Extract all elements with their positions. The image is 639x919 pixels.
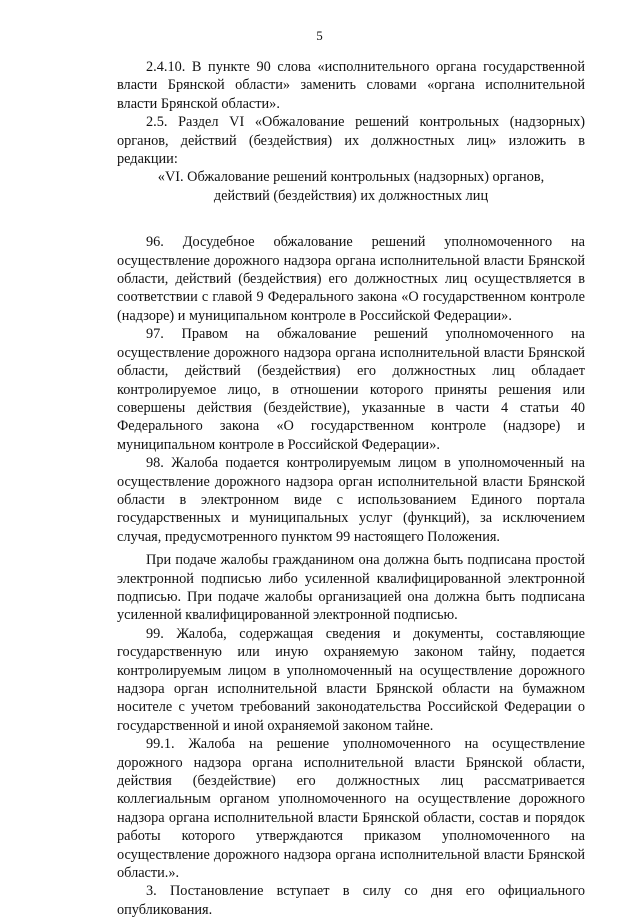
paragraph-99: 99. Жалоба, содержащая сведения и документы, составляющие государственную или иную охраняемую законом тайну, подается контролируемым лицом в уполномоченный на осуществление дорожного надзора орган исполнительной власти Брянской области на бумажном носителе с учетом требований законодательства Российской Федерации о государственной и иной охраняемой законом тайне.	[117, 625, 585, 734]
document-body	[117, 58, 585, 919]
paragraph-2-4-10: 2.4.10. В пункте 90 слова «исполнительного органа государственной власти Брянской области» заменить словами «органа исполнительной власти Брянской области».	[117, 59, 585, 112]
page-number: 5	[316, 28, 323, 43]
heading-spacer	[117, 205, 585, 233]
paragraph-3: 3. Постановление вступает в силу со дня его официального опубликования.	[117, 883, 585, 918]
paragraph-97: 97. Правом на обжалование решений уполномоченного на осуществление дорожного надзора органа исполнительной власти Брянской области, действий (бездействия) его должностных лиц обладает контролируемое лицо, в отношении которого приняты решения или совершены действия (бездействие), указанные в части 4 статьи 40 Федерального закона «О государственном контроле (надзоре) и муниципальном контроле в Российской Федерации».	[117, 326, 585, 453]
paragraph-96: 96. Досудебное обжалование решений уполномоченного на осуществление дорожного надзора органа исполнительной власти Брянской области, действий (бездействия) его должностных лиц осуществляется в соответствии с главой 9 Федерального закона «О государственном контроле (надзоре) и муниципальном контроле в Российской Федерации».	[117, 234, 585, 324]
section-heading-line-2: действий (бездействия) их должностных лиц	[213, 187, 489, 204]
paragraph-98: 98. Жалоба подается контролируемым лицом в уполномоченный на осуществление дорожного надзора орган исполнительной власти Брянской области в электронном виде с использованием Единого портала государственных и муниципальных услуг (функций), за исключением случая, предусмотренного пунктом 99 настоящего Положения.	[117, 455, 585, 545]
section-heading-line-1: «VI. Обжалование решений контрольных (надзорных) органов,	[157, 169, 545, 186]
paragraph-98-signature: При подаче жалобы гражданином она должна быть подписана простой электронной подписью либо усиленной квалифицированной электронной подписью. При подаче жалобы организацией она должна быть подписана усиленной квалифицированной электронной подписью.	[117, 552, 585, 624]
paragraph-99-1: 99.1. Жалоба на решение уполномоченного на осуществление дорожного надзора органа исполнительной власти Брянской области, действия (бездействие) его должностных лиц рассматривается коллегиальным органом уполномоченного на осуществление дорожного надзора органа исполнительной власти Брянской области, состав и порядок работы которого утверждаются приказом уполномоченного на осуществление дорожного надзора органа исполнительной власти Брянской области.».	[117, 736, 585, 882]
paragraph-2-5: 2.5. Раздел VI «Обжалование решений контрольных (надзорных) органов, действий (бездействия) их должностных лиц» изложить в редакции:	[117, 114, 585, 168]
